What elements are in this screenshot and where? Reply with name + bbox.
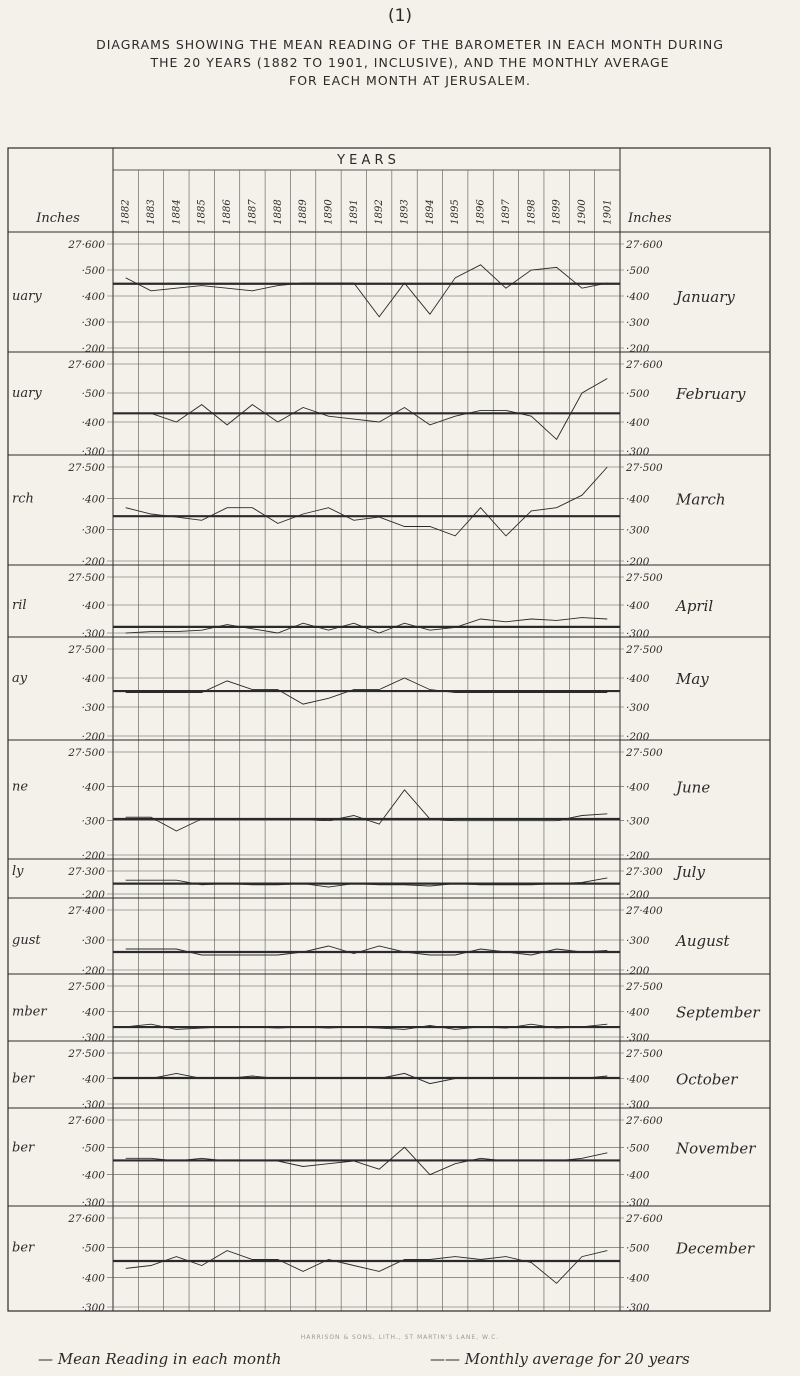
tick-label-right: ·200 [626, 556, 650, 568]
tick-label-right: ·300 [626, 1302, 650, 1314]
month-label-right-december: December [676, 1239, 755, 1258]
tick-label-right: 27·600 [626, 1115, 663, 1127]
tick-label-left: ·500 [81, 1142, 105, 1155]
tick-label-right: ·500 [626, 265, 650, 277]
month-label-left-october: ber [12, 1071, 35, 1087]
tick-label-left: ·400 [81, 600, 105, 612]
tick-label-left: ·400 [81, 291, 105, 303]
tick-label-left: ·300 [81, 1302, 105, 1314]
inches-header-left: Inches [36, 211, 80, 226]
tick-label-right: 27·600 [626, 359, 663, 371]
tick-label-left: 27·600 [68, 1213, 105, 1225]
tick-label-right: ·400 [626, 291, 650, 303]
tick-label-right: 27·400 [626, 905, 663, 917]
tick-label-right: ·400 [626, 493, 650, 506]
month-label-left-january: uary [12, 289, 42, 304]
month-label-right-march: March [676, 490, 726, 509]
tick-label-left: ·200 [81, 965, 105, 977]
year-label-1898: 1898 [526, 199, 538, 225]
tick-label-right: ·400 [626, 781, 650, 794]
tick-label-left: ·300 [81, 1032, 105, 1044]
tick-label-left: ·300 [81, 935, 105, 947]
tick-label-right: ·300 [626, 446, 650, 458]
tick-label-right: ·500 [626, 1142, 650, 1155]
month-label-right-june: June [676, 778, 711, 797]
title-line-1: DIAGRAMS SHOWING THE MEAN READING OF THE BAROMETER IN EACH MONTH DURING [96, 37, 724, 52]
tick-label-left: 27·500 [68, 1048, 105, 1060]
tick-label-right: ·400 [626, 1272, 650, 1285]
years-header: Y E A R S [337, 153, 396, 168]
tick-label-left: 27·600 [68, 359, 105, 371]
tick-label-left: ·300 [81, 815, 105, 828]
year-label-1889: 1889 [298, 199, 310, 225]
tick-label-left: ·400 [81, 1006, 105, 1019]
year-label-1887: 1887 [247, 199, 259, 225]
tick-label-right: 27·500 [626, 981, 663, 993]
tick-label-left: ·400 [81, 417, 105, 429]
tick-label-right: ·300 [626, 317, 650, 329]
tick-label-left: 27·500 [68, 462, 105, 474]
tick-label-left: ·300 [81, 628, 105, 640]
month-label-right-april: April [676, 597, 714, 615]
tick-label-left: ·400 [81, 493, 105, 506]
month-label-right-july: July [676, 863, 705, 881]
tick-label-right: ·400 [626, 673, 650, 685]
legend-monthly-average: —— Monthly average for 20 years [430, 1350, 690, 1368]
tick-label-left: ·400 [81, 1169, 105, 1182]
month-label-right-may: May [676, 670, 709, 688]
legend-mean-reading: — Mean Reading in each month [38, 1350, 282, 1368]
month-label-right-november: November [676, 1139, 756, 1158]
tick-label-right: 27·500 [626, 644, 663, 656]
inches-header-right: Inches [628, 211, 672, 226]
tick-label-left: ·200 [81, 556, 105, 568]
tick-label-left: ·500 [81, 1242, 105, 1255]
lithographer-imprint: HARRISON & SONS, LITH., ST MARTIN'S LANE, W.C. [300, 1334, 500, 1341]
year-label-1894: 1894 [424, 199, 436, 225]
tick-label-right: 27·300 [626, 866, 663, 878]
month-label-left-april: ril [12, 598, 27, 613]
tick-label-left: ·400 [81, 1272, 105, 1285]
tick-label-left: 27·600 [68, 239, 105, 251]
tick-label-right: ·300 [626, 935, 650, 947]
tick-label-right: ·200 [626, 889, 650, 901]
chart-frame [8, 148, 770, 1311]
year-label-1882: 1882 [120, 199, 132, 225]
tick-label-right: 27·500 [626, 747, 663, 759]
year-label-1883: 1883 [146, 199, 158, 225]
year-label-1892: 1892 [374, 199, 386, 225]
month-label-left-july: ly [12, 864, 24, 879]
tick-label-right: ·400 [626, 417, 650, 429]
year-label-1888: 1888 [272, 199, 284, 225]
month-label-right-august: August [676, 932, 730, 950]
tick-label-right: ·300 [626, 815, 650, 828]
month-label-left-november: ber [12, 1140, 35, 1156]
year-label-1896: 1896 [475, 199, 487, 225]
year-label-1900: 1900 [576, 199, 588, 225]
tick-label-left: 27·300 [68, 866, 105, 878]
tick-label-right: 27·500 [626, 1048, 663, 1060]
tick-label-right: ·500 [626, 1242, 650, 1255]
tick-label-right: ·200 [626, 850, 650, 862]
month-label-left-september: mber [12, 1004, 47, 1020]
tick-label-left: ·300 [81, 702, 105, 714]
year-label-1893: 1893 [399, 199, 411, 225]
title-line-3: FOR EACH MONTH AT JERUSALEM. [289, 73, 531, 88]
tick-label-right: ·300 [626, 628, 650, 640]
tick-label-right: ·300 [626, 524, 650, 537]
tick-label-right: ·400 [626, 1073, 650, 1086]
month-label-left-december: ber [12, 1240, 35, 1256]
month-label-right-january: January [676, 288, 735, 306]
tick-label-right: ·400 [626, 1169, 650, 1182]
tick-label-left: ·300 [81, 524, 105, 537]
title-line-2: THE 20 YEARS (1882 TO 1901, INCLUSIVE), AND THE MONTHLY AVERAGE [150, 55, 670, 70]
tick-label-left: ·300 [81, 1099, 105, 1111]
tick-label-left: 27·500 [68, 981, 105, 993]
month-label-right-october: October [676, 1070, 738, 1089]
tick-label-left: ·500 [81, 388, 105, 400]
tick-label-right: ·200 [626, 965, 650, 977]
year-label-1901: 1901 [602, 199, 614, 225]
tick-label-right: ·300 [626, 702, 650, 714]
tick-label-left: ·400 [81, 781, 105, 794]
tick-label-right: 27·600 [626, 239, 663, 251]
year-label-1885: 1885 [196, 199, 208, 225]
year-label-1899: 1899 [551, 199, 563, 225]
tick-label-left: ·400 [81, 1073, 105, 1086]
tick-label-left: 27·400 [68, 905, 105, 917]
tick-label-right: ·300 [626, 1099, 650, 1111]
tick-label-right: ·200 [626, 731, 650, 743]
tick-label-right: ·400 [626, 600, 650, 612]
month-label-left-march: rch [12, 491, 34, 507]
tick-label-left: 27·500 [68, 644, 105, 656]
tick-label-left: ·300 [81, 446, 105, 458]
tick-label-right: ·500 [626, 388, 650, 400]
month-label-left-june: ne [12, 779, 29, 795]
month-label-left-may: ay [12, 671, 28, 686]
tick-label-left: ·200 [81, 731, 105, 743]
tick-label-left: ·400 [81, 673, 105, 685]
tick-label-left: 27·600 [68, 1115, 105, 1127]
year-label-1884: 1884 [171, 199, 183, 225]
tick-label-right: ·300 [626, 1032, 650, 1044]
tick-label-left: ·500 [81, 265, 105, 277]
tick-label-left: 27·500 [68, 572, 105, 584]
tick-label-left: ·200 [81, 343, 105, 355]
month-label-left-february: uary [12, 386, 42, 401]
year-label-1895: 1895 [450, 199, 462, 225]
tick-label-right: 27·600 [626, 1213, 663, 1225]
year-label-1897: 1897 [500, 199, 512, 225]
month-label-left-august: gust [12, 933, 41, 948]
year-label-1886: 1886 [222, 199, 234, 225]
page-number: (1) [387, 6, 413, 26]
tick-label-left: ·300 [81, 317, 105, 329]
month-label-right-september: September [676, 1003, 760, 1022]
tick-label-left: ·200 [81, 850, 105, 862]
legend-mean-reading-label: Mean Reading in each month [57, 1350, 282, 1368]
year-label-1890: 1890 [323, 199, 335, 225]
tick-label-right: ·300 [626, 1197, 650, 1209]
legend-monthly-average-label: Monthly average for 20 years [464, 1350, 690, 1368]
tick-label-left: ·200 [81, 889, 105, 901]
tick-label-left: ·300 [81, 1197, 105, 1209]
year-label-1891: 1891 [348, 199, 360, 225]
month-label-right-february: February [676, 385, 746, 403]
tick-label-right: 27·500 [626, 572, 663, 584]
tick-label-right: 27·500 [626, 462, 663, 474]
tick-label-right: ·200 [626, 343, 650, 355]
tick-label-right: ·400 [626, 1006, 650, 1019]
tick-label-left: 27·500 [68, 747, 105, 759]
